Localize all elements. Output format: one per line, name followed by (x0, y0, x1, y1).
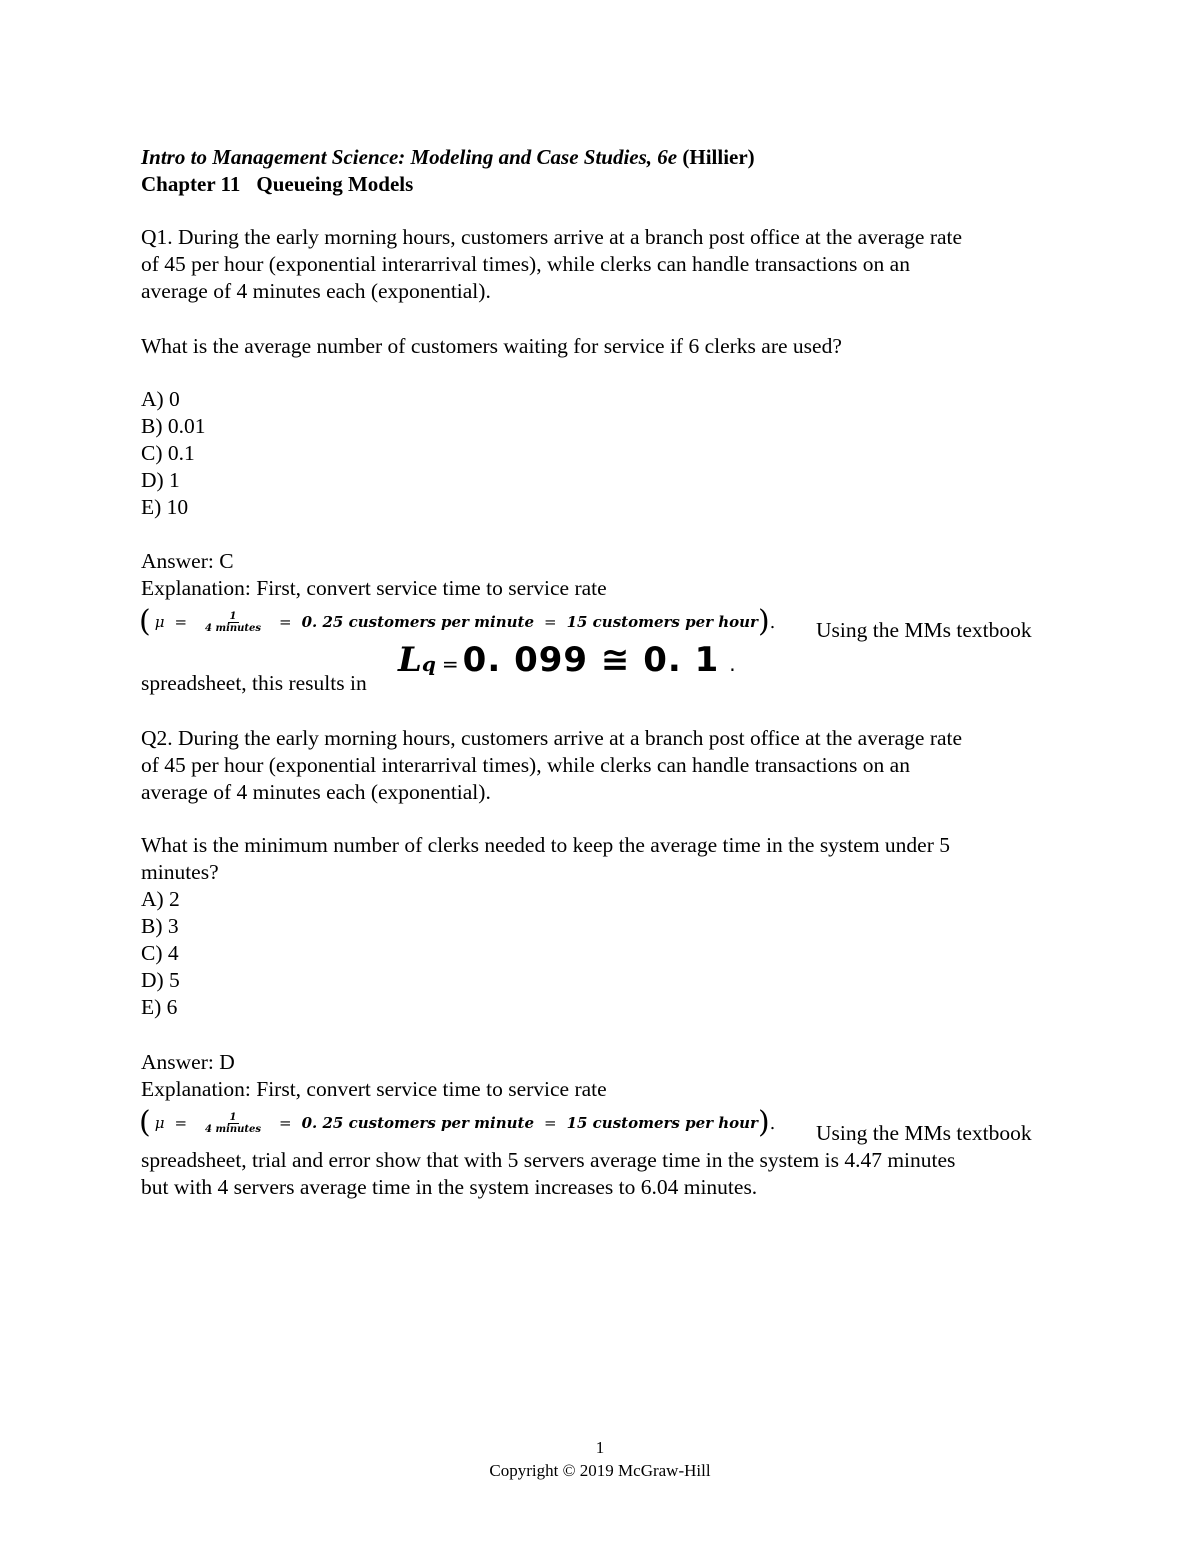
mu-symbol: μ (154, 613, 165, 631)
chapter-title: Queueing Models (256, 172, 414, 196)
chapter-heading (141, 172, 413, 197)
q2-stem-line: Q2. During the early morning hours, customers arrive at a branch post office at the average rate (141, 726, 963, 750)
q1-option-a: A) 0 (141, 387, 180, 411)
q1-option-d: D) 1 (141, 468, 180, 492)
q2-stem-line: average of 4 minutes each (exponential). (141, 780, 491, 804)
q1-options (141, 386, 206, 521)
page-number: 1 (595, 1438, 605, 1457)
rate-per-hour: 15 customers per hour (566, 613, 758, 631)
q2-prompt (141, 832, 950, 886)
q1-explanation-line2: spreadsheet, this results in (141, 671, 367, 695)
rate-per-minute: 0. 25 customers per minute (301, 613, 534, 631)
q1-stem-line: average of 4 minutes each (exponential). (141, 279, 491, 303)
book-title: Intro to Management Science: Modeling and Case Studies, 6e (141, 145, 678, 169)
copyright-notice: Copyright © 2019 McGraw-Hill (489, 1461, 711, 1480)
lq-result-equation: L q = 0. 099 ≅ 0. 1 . (398, 640, 736, 680)
q2-option-e: E) 6 (141, 995, 178, 1019)
q2-prompt-line: What is the minimum number of clerks needed to keep the average time in the system under 5 (141, 833, 950, 857)
q1-stem-line: Q1. During the early morning hours, customers arrive at a branch post office at the average rate (141, 225, 963, 249)
lq-value: 0. 099 ≅ 0. 1 (462, 640, 720, 680)
q2-explanation-line: spreadsheet, trial and error show that with 5 servers average time in the system is 4.47 minutes (141, 1148, 956, 1172)
q1-explanation-continued: Using the MMs textbook (816, 618, 1032, 642)
fraction: $\frac{1}{\text{4 minutes}}$ (205, 610, 262, 634)
q2-answer: Answer: D (141, 1050, 235, 1074)
q2-explanation-body (141, 1147, 955, 1201)
q1-option-e: E) 10 (141, 495, 189, 519)
q2-explanation-line: but with 4 servers average time in the system increases to 6.04 minutes. (141, 1175, 758, 1199)
q1-option-c: C) 0.1 (141, 441, 195, 465)
q2-service-rate-equation: ( μ = $\frac{1}{\text{4 minutes}}$ = 0. 25 customers per minute = 15 customers per hour ) . (139, 1105, 776, 1140)
q1-prompt: What is the average number of customers waiting for service if 6 clerks are used? (141, 334, 842, 358)
q2-option-a: A) 2 (141, 887, 180, 911)
q1-option-b: B) 0.01 (141, 414, 206, 438)
q1-stem (141, 224, 962, 305)
q2-option-d: D) 5 (141, 968, 180, 992)
book-title-line (141, 145, 755, 170)
mu-symbol: μ (154, 1114, 165, 1132)
q2-prompt-line: minutes? (141, 860, 219, 884)
q1-stem-line: of 45 per hour (exponential interarrival times), while clerks can handle transactions on an (141, 252, 910, 276)
q2-option-c: C) 4 (141, 941, 179, 965)
q2-explanation-intro: Explanation: First, convert service time to service rate (141, 1077, 607, 1101)
q1-explanation-intro: Explanation: First, convert service time to service rate (141, 576, 607, 600)
q2-option-b: B) 3 (141, 914, 179, 938)
chapter-number: Chapter 11 (141, 172, 241, 196)
q1-service-rate-equation: ( μ = $\frac{1}{\text{4 minutes}}$ = 0. 25 customers per minute = 15 customers per hour ) . (139, 604, 776, 639)
book-author: (Hillier) (682, 145, 755, 169)
q2-stem (141, 725, 962, 806)
q2-options (141, 886, 180, 1021)
q2-stem-line: of 45 per hour (exponential interarrival times), while clerks can handle transactions on an (141, 753, 910, 777)
rate-per-hour: 15 customers per hour (566, 1114, 758, 1132)
q2-explanation-continued: Using the MMs textbook (816, 1121, 1032, 1145)
fraction: $\frac{1}{\text{4 minutes}}$ (205, 1111, 262, 1135)
rate-per-minute: 0. 25 customers per minute (301, 1114, 534, 1132)
q1-answer: Answer: C (141, 549, 234, 573)
